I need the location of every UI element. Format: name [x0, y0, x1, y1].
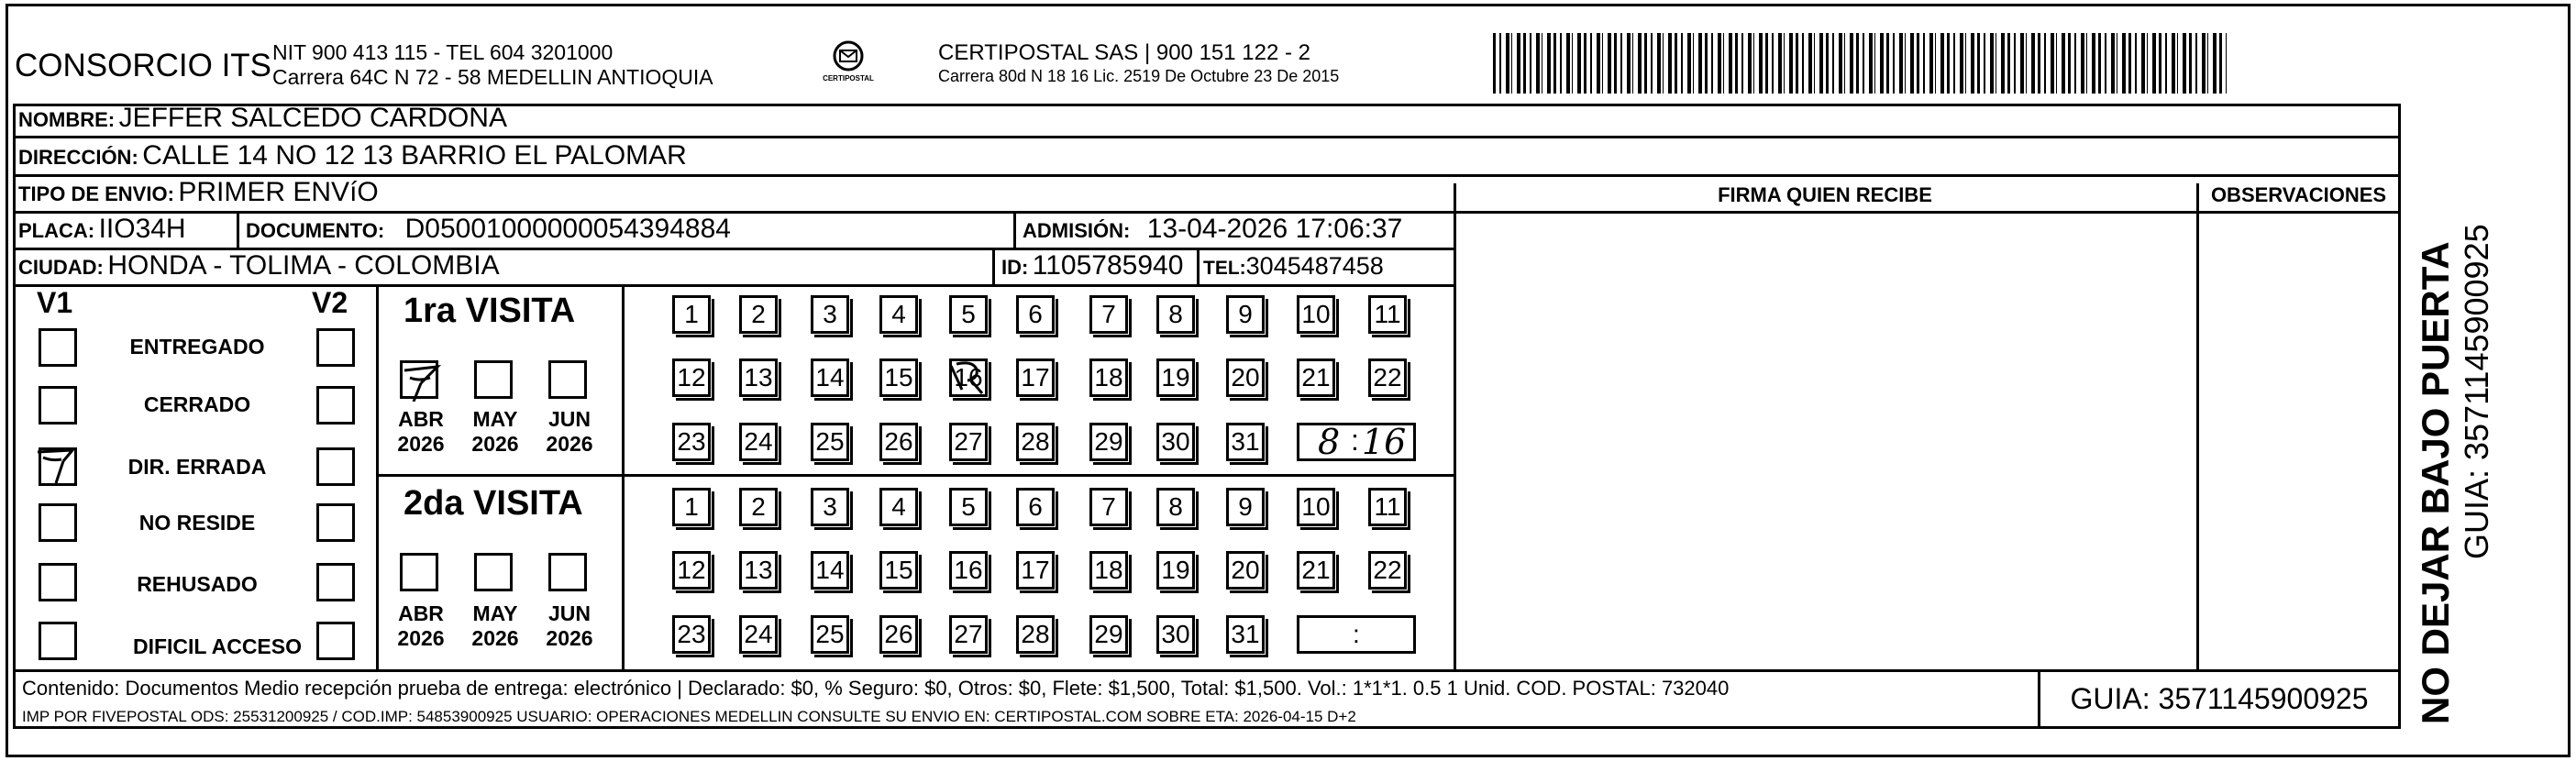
v2-checkbox-dir-errada[interactable]	[316, 447, 355, 486]
certipostal-line: CERTIPOSTAL SAS | 900 151 122 - 2	[938, 40, 1310, 65]
footer-contenido: Contenido: Documentos Medio recepción prueba de entrega: electrónico | Declarado: $0, % Seguro: $0, Otros: $0, Flete: $1,500, Total: $1,500. Vol.: 1*1*1. 0.5 1 Unid. COD. POSTAL: 732040	[22, 677, 1730, 700]
second-visit-day-8[interactable]: 8	[1156, 488, 1195, 526]
time-minutes: 16	[1362, 422, 1407, 462]
id-value: 1105785940	[1032, 250, 1184, 281]
second-visit-day-15[interactable]: 15	[879, 551, 918, 590]
first-visit-day-28[interactable]: 28	[1016, 423, 1055, 461]
certipostal-address: Carrera 80d N 18 16 Lic. 2519 De Octubre 23 De 2015	[938, 67, 1340, 85]
v1-checkbox-dificil-acceso[interactable]	[39, 622, 77, 660]
firma-header: FIRMA QUIEN RECIBE	[1718, 183, 1932, 206]
ciudad-row	[18, 250, 500, 281]
second-visit-month-abr	[389, 601, 453, 651]
v1-checkbox-rehusado[interactable]	[39, 563, 77, 601]
rule	[13, 284, 1454, 287]
second-visit-day-22[interactable]: 22	[1368, 551, 1407, 590]
id-row	[1001, 250, 1183, 281]
second-visit-day-5[interactable]: 5	[949, 488, 988, 526]
first-visit-day-6[interactable]: 6	[1016, 295, 1055, 334]
first-visit-day-5[interactable]: 5	[949, 295, 988, 334]
first-visit-day-21[interactable]: 21	[1297, 358, 1335, 397]
direccion-label: DIRECCIÓN:	[18, 146, 138, 169]
first-visit-day-26[interactable]: 26	[879, 423, 918, 461]
id-label: ID:	[1001, 256, 1029, 279]
status-dir-errada: DIR. ERRADA	[127, 455, 267, 479]
second-visit-day-24[interactable]: 24	[739, 615, 778, 654]
first-visit-day-31[interactable]: 31	[1226, 423, 1265, 461]
time-hour: 8	[1318, 422, 1341, 462]
v2-checkbox-cerrado[interactable]	[316, 386, 355, 425]
second-visit-month-jun	[537, 601, 602, 651]
first-visit-day-17[interactable]: 17	[1016, 358, 1055, 397]
rule	[237, 211, 239, 248]
first-visit-day-27[interactable]: 27	[949, 423, 988, 461]
side-guia: GUIA: 3571145900925	[2458, 224, 2495, 559]
rule	[13, 669, 2401, 672]
second-visit-day-9[interactable]: 9	[1226, 488, 1265, 526]
first-visit-day-25[interactable]: 25	[811, 423, 849, 461]
year-label: 2026	[546, 432, 593, 456]
admision-label: ADMISIÓN:	[1023, 219, 1131, 242]
time-separator: :	[1353, 620, 1360, 648]
month-label: ABR	[398, 601, 444, 625]
status-rehusado: REHUSADO	[137, 572, 258, 596]
first-visit-day-11[interactable]: 11	[1368, 295, 1407, 334]
first-visit-day-8[interactable]: 8	[1156, 295, 1195, 334]
second-visit-may-checkbox[interactable]	[474, 553, 513, 591]
first-visit-day-30[interactable]: 30	[1156, 423, 1195, 461]
tel-label: TEL:	[1203, 258, 1246, 279]
footer-impresion: IMP POR FIVEPOSTAL ODS: 25531200925 / COD.IMP: 54853900925 USUARIO: OPERACIONES MEDELLIN CONSULTE SU ENVIO EN: CERTIPOSTAL.COM SOBRE ETA: 2026-04-15 D+2	[22, 708, 1356, 725]
status-entregado: ENTREGADO	[129, 335, 265, 358]
v2-checkbox-no-reside[interactable]	[316, 503, 355, 542]
first-visit-day-10[interactable]: 10	[1297, 295, 1335, 334]
nombre-row	[18, 103, 507, 134]
v2-checkbox-rehusado[interactable]	[316, 563, 355, 601]
second-visit-day-1[interactable]: 1	[672, 488, 711, 526]
second-visit-day-4[interactable]: 4	[879, 488, 918, 526]
month-label: ABR	[398, 407, 444, 431]
logo-text: CERTIPOSTAL	[823, 74, 874, 83]
second-visit-time-box[interactable]	[1297, 615, 1416, 654]
v1-checkbox-entregado[interactable]	[39, 328, 77, 367]
documento-value: D05001000000054394884	[404, 214, 731, 244]
second-visit-day-16[interactable]: 16	[949, 551, 988, 590]
first-visit-day-15[interactable]: 15	[879, 358, 918, 397]
first-visit-day-18[interactable]: 18	[1089, 358, 1128, 397]
placa-row	[18, 214, 186, 245]
second-visit-day-23[interactable]: 23	[672, 615, 711, 654]
second-visit-day-28[interactable]: 28	[1016, 615, 1055, 654]
first-visit-day-3[interactable]: 3	[811, 295, 849, 334]
second-visit-day-7[interactable]: 7	[1089, 488, 1128, 526]
rule	[622, 284, 625, 669]
year-label: 2026	[397, 626, 445, 650]
year-label: 2026	[471, 432, 519, 456]
first-visit-day-13[interactable]: 13	[739, 358, 778, 397]
tel-value: 3045487458	[1245, 252, 1384, 280]
nombre-value: JEFFER SALCEDO CARDONA	[118, 103, 507, 133]
rule	[1197, 248, 1200, 284]
month-label: MAY	[472, 407, 518, 431]
first-visit-month-jun	[537, 407, 602, 457]
first-visit-day-24[interactable]: 24	[739, 423, 778, 461]
first-visit-day-7[interactable]: 7	[1089, 295, 1128, 334]
v2-label: V2	[312, 286, 348, 319]
rule	[376, 284, 379, 669]
first-visit-day-1[interactable]: 1	[672, 295, 711, 334]
second-visit-title: 2da VISITA	[404, 484, 583, 523]
first-visit-time-box[interactable]	[1297, 423, 1416, 461]
rule	[376, 474, 1454, 477]
first-visit-jun-checkbox[interactable]	[548, 360, 587, 399]
first-visit-may-checkbox[interactable]	[474, 360, 513, 399]
v1-checkbox-no-reside[interactable]	[39, 503, 77, 542]
second-visit-month-may	[463, 601, 527, 651]
rule	[1454, 183, 1456, 669]
second-visit-day-25[interactable]: 25	[811, 615, 849, 654]
time-separator: :	[1351, 424, 1359, 457]
year-label: 2026	[471, 626, 519, 650]
second-visit-day-27[interactable]: 27	[949, 615, 988, 654]
first-visit-day-9[interactable]: 9	[1226, 295, 1265, 334]
first-visit-day-2[interactable]: 2	[739, 295, 778, 334]
month-label: MAY	[472, 601, 518, 625]
first-visit-day-22[interactable]: 22	[1368, 358, 1407, 397]
documento-row	[246, 214, 731, 245]
first-visit-day-14[interactable]: 14	[811, 358, 849, 397]
direccion-value: CALLE 14 NO 12 13 BARRIO EL PALOMAR	[142, 140, 687, 171]
company-address: Carrera 64C N 72 - 58 MEDELLIN ANTIOQUIA	[272, 65, 713, 89]
second-visit-day-18[interactable]: 18	[1089, 551, 1128, 590]
first-visit-day-23[interactable]: 23	[672, 423, 711, 461]
rule	[2196, 183, 2199, 669]
v1-checkbox-dir-errada[interactable]	[39, 447, 77, 486]
ciudad-label: CIUDAD:	[18, 256, 104, 279]
second-visit-day-17[interactable]: 17	[1016, 551, 1055, 590]
second-visit-day-19[interactable]: 19	[1156, 551, 1195, 590]
second-visit-day-21[interactable]: 21	[1297, 551, 1335, 590]
second-visit-day-10[interactable]: 10	[1297, 488, 1335, 526]
documento-label: DOCUMENTO:	[246, 219, 385, 242]
first-visit-abr-checkbox[interactable]	[400, 360, 438, 399]
admision-value: 13-04-2026 17:06:37	[1146, 214, 1403, 244]
second-visit-day-31[interactable]: 31	[1226, 615, 1265, 654]
v1-label: V1	[37, 286, 73, 319]
second-visit-day-3[interactable]: 3	[811, 488, 849, 526]
direccion-row	[18, 140, 687, 171]
observaciones-header: OBSERVACIONES	[2210, 183, 2387, 206]
second-visit-day-26[interactable]: 26	[879, 615, 918, 654]
tipo-label: TIPO DE ENVIO:	[18, 182, 174, 205]
first-visit-day-12[interactable]: 12	[672, 358, 711, 397]
rule	[13, 136, 2401, 138]
v1-checkbox-cerrado[interactable]	[39, 386, 77, 425]
second-visit-day-12[interactable]: 12	[672, 551, 711, 590]
status-dificil-acceso: DIFICIL ACCESO	[132, 634, 302, 658]
second-visit-day-11[interactable]: 11	[1368, 488, 1407, 526]
year-label: 2026	[397, 432, 445, 456]
second-visit-day-20[interactable]: 20	[1226, 551, 1265, 590]
rule	[992, 248, 995, 284]
nombre-label: NOMBRE:	[18, 108, 116, 131]
status-no-reside: NO RESIDE	[138, 511, 256, 535]
ciudad-value: HONDA - TOLIMA - COLOMBIA	[107, 250, 500, 281]
tipo-value: PRIMER ENVíO	[178, 177, 379, 207]
first-visit-month-abr	[389, 407, 453, 457]
check-mark-icon	[399, 358, 443, 402]
check-mark-icon	[36, 441, 80, 485]
second-visit-day-13[interactable]: 13	[739, 551, 778, 590]
first-visit-day-19[interactable]: 19	[1156, 358, 1195, 397]
first-visit-day-16[interactable]: 16	[949, 358, 988, 397]
first-visit-day-20[interactable]: 20	[1226, 358, 1265, 397]
handwritten-mark-icon	[945, 357, 991, 399]
second-visit-day-2[interactable]: 2	[739, 488, 778, 526]
v2-checkbox-entregado[interactable]	[316, 328, 355, 367]
first-visit-day-29[interactable]: 29	[1089, 423, 1128, 461]
rule	[1013, 211, 1016, 248]
second-visit-day-6[interactable]: 6	[1016, 488, 1055, 526]
company-name: CONSORCIO ITS	[15, 48, 272, 83]
admision-row	[1023, 214, 1402, 245]
first-visit-month-may	[463, 407, 527, 457]
footer-guia: GUIA: 3571145900925	[2070, 682, 2369, 715]
placa-label: PLACA:	[18, 219, 95, 242]
second-visit-abr-checkbox[interactable]	[400, 553, 438, 591]
second-visit-day-14[interactable]: 14	[811, 551, 849, 590]
second-visit-day-30[interactable]: 30	[1156, 615, 1195, 654]
year-label: 2026	[546, 626, 593, 650]
tel-row	[1203, 252, 1384, 281]
second-visit-day-29[interactable]: 29	[1089, 615, 1128, 654]
first-visit-day-4[interactable]: 4	[879, 295, 918, 334]
placa-value: IIO34H	[98, 214, 186, 244]
second-visit-jun-checkbox[interactable]	[548, 553, 587, 591]
nit-line: NIT 900 413 115 - TEL 604 3201000	[272, 40, 614, 64]
tipo-row	[18, 177, 379, 208]
no-dejar-bajo-puerta: NO DEJAR BAJO PUERTA	[2414, 241, 2457, 724]
status-cerrado: CERRADO	[143, 392, 251, 416]
month-label: JUN	[547, 407, 591, 431]
month-label: JUN	[547, 601, 591, 625]
first-visit-title: 1ra VISITA	[404, 292, 576, 330]
